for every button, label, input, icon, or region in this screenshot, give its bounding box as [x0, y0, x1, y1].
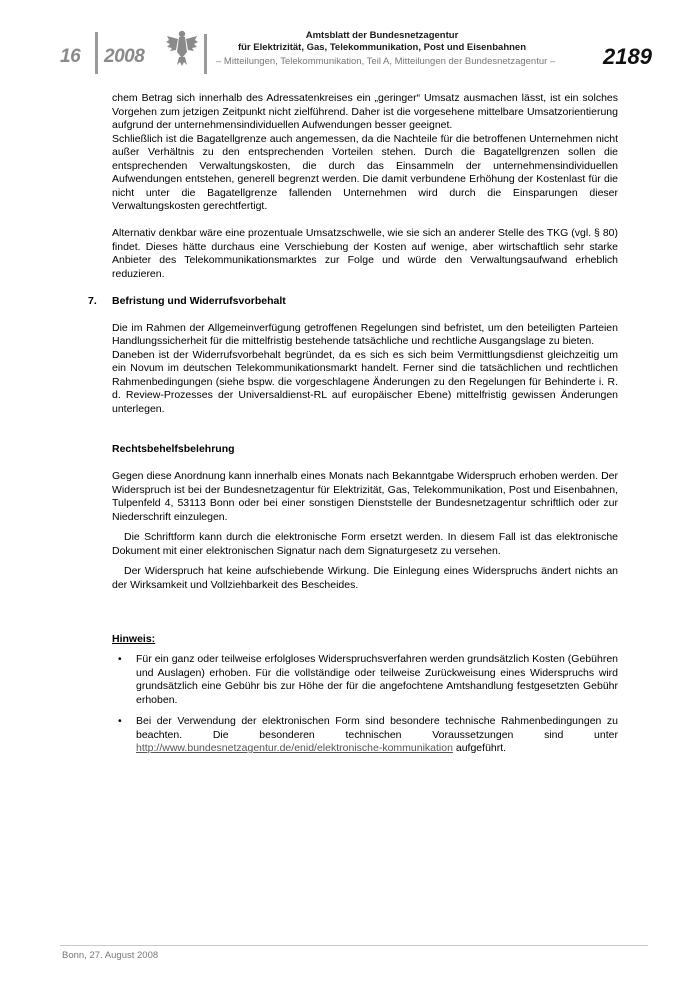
bundesnetzagentur-link[interactable]: http://www.bundesnetzagentur.de/enid/elektronische-kommunikation [136, 742, 453, 754]
bullet: • [118, 653, 122, 665]
paragraph: Schließlich ist die Bagatellgrenze auch angemessen, da die Nachteile für die betroffenen Unternehmen nicht außer Verhältnis zu den entsprechenden Vorteilen stehen. Durch die Bagatellgrenzen sollen die entsprechenden Verwaltungskosten, die durch das Einsammeln der unternehmensindividuellen Aufwendungen entstehen, generell begrenzt werden. Die damit verbundene Erhöhung der Kostenlast für die nicht unter die Bagatellgrenze fallenden Unternehmen wird durch die Einsparungen dieser Verwaltungskosten gerechtfertigt. [112, 132, 618, 212]
list-item [112, 715, 618, 756]
paragraph: Der Widerspruch hat keine aufschiebende Wirkung. Die Einlegung eines Widerspruchs ändert nichts an der Wirksamkeit und Vollziehbarkeit des Bescheides. [112, 565, 618, 591]
section-heading [88, 294, 618, 309]
journal-title-line: für Elektrizität, Gas, Telekommunikation, Post und Eisenbahnen [237, 42, 527, 53]
journal-title-line: Amtsblatt der Bundesnetzagentur [305, 30, 459, 41]
paragraph: Gegen diese Anordnung kann innerhalb eines Monats nach Bekanntgabe Widerspruch erhoben werden. Der Widerspruch ist bei der Bundesnetzagentur für Elektrizität, Gas, Telekommunikation, Post und Eisenbahnen, Tulpenfeld 4, 53113 Bonn oder bei einer sonstigen Dienststelle der Bundesnetzagentur schriftlich oder zur Niederschrift einzulegen. [112, 470, 618, 523]
list-item-text: Für ein ganz oder teilweise erfolgloses Widerspruchsverfahren werden grundsätzlich Kosten (Gebühren und Auslagen) erhoben. Für die vollständige oder teilweise Zurückweisung eines Widerspruchs wird grundsätzlich eine Gebühr bis zur Höhe der für die angefochtene Amtshandlung festgesetzten Gebühr erhoben. [136, 653, 618, 706]
section-number: 7. [88, 294, 97, 307]
bullet: • [118, 715, 122, 727]
issue-number: 16 [60, 46, 81, 67]
header-divider [95, 32, 98, 74]
footer-date: Bonn, 27. August 2008 [62, 950, 159, 961]
paragraph: chem Betrag sich innerhalb des Adressatenkreises ein „geringer“ Umsatz ausmachen lässt, ist ein solches Vorgehen zum jetzigen Zeitpunkt nicht zielführend. Daher ist die vorgesehene mittelbare Umsatzorientierung aufgrund der unternehmensindividuellen Aufwendungen besser geeignet. [112, 92, 618, 131]
hinweis-list [112, 653, 618, 756]
header-divider [204, 34, 207, 74]
section-title: Befristung und Widerrufsvorbehalt [112, 294, 286, 307]
paragraph: Daneben ist der Widerrufsvorbehalt begründet, da es sich es sich beim Vermittlungsdienst gleichzeitig um ein Novum im deutschen Telekommunikationsmarkt handelt. Ferner sind die tatsächlichen und rechtlichen Rahmenbedingungen (siehe bspw. die vorgeschlagene Änderungen zu den Regelungen für Behinderte i. R. d. Review-Prozesses der Universaldienst-RL auf europäischer Ebene) mittelfristig gewissen Änderungen unterlegen. [112, 348, 618, 415]
journal-title [212, 30, 552, 54]
paragraph: Alternativ denkbar wäre eine prozentuale Umsatzschwelle, wie sie sich an anderer Stelle des TKG (vgl. § 80) findet. Dieses hätte durchaus eine Verschiebung der Kosten auf wenige, aber wirtschaftlich sehr starke Anbieter des Telekommunikationsmarktes zur Folge und würde den Verwaltungsaufwand erheblich reduzieren. [112, 227, 618, 280]
paragraph: Die im Rahmen der Allgemeinverfügung getroffenen Regelungen sind befristet, um den beteiligten Parteien Handlungssicherheit für die mittelfristig bestehende tatsächliche und rechtliche Ausgangslage zu bieten. [112, 321, 618, 347]
list-item-tail: aufgeführt. [455, 742, 507, 754]
document-body [88, 92, 618, 764]
page-number: 2189 [603, 44, 652, 69]
footer-divider [60, 945, 648, 946]
federal-eagle-icon [165, 28, 199, 68]
issue-year: 2008 [104, 46, 145, 67]
rechtsbehelf-heading: Rechtsbehelfsbelehrung [112, 443, 235, 455]
page-header [0, 0, 700, 80]
list-item-text: Bei der Verwendung der elektronischen Form sind besondere technische Rahmenbedingungen zu beachten. Die besonderen technischen Voraussetzungen sind unter [136, 715, 618, 741]
hinweis-heading: Hinweis: [112, 632, 156, 645]
paragraph: Die Schriftform kann durch die elektronische Form ersetzt werden. In diesem Fall ist das elektronische Dokument mit einer elektronischen Signatur nach dem Signaturgesetz zu versehen. [112, 531, 618, 557]
journal-subtitle: – Mitteilungen, Telekommunikation, Teil A, Mitteilungen der Bundesnetzagentur – [216, 56, 556, 67]
list-item [112, 653, 618, 707]
